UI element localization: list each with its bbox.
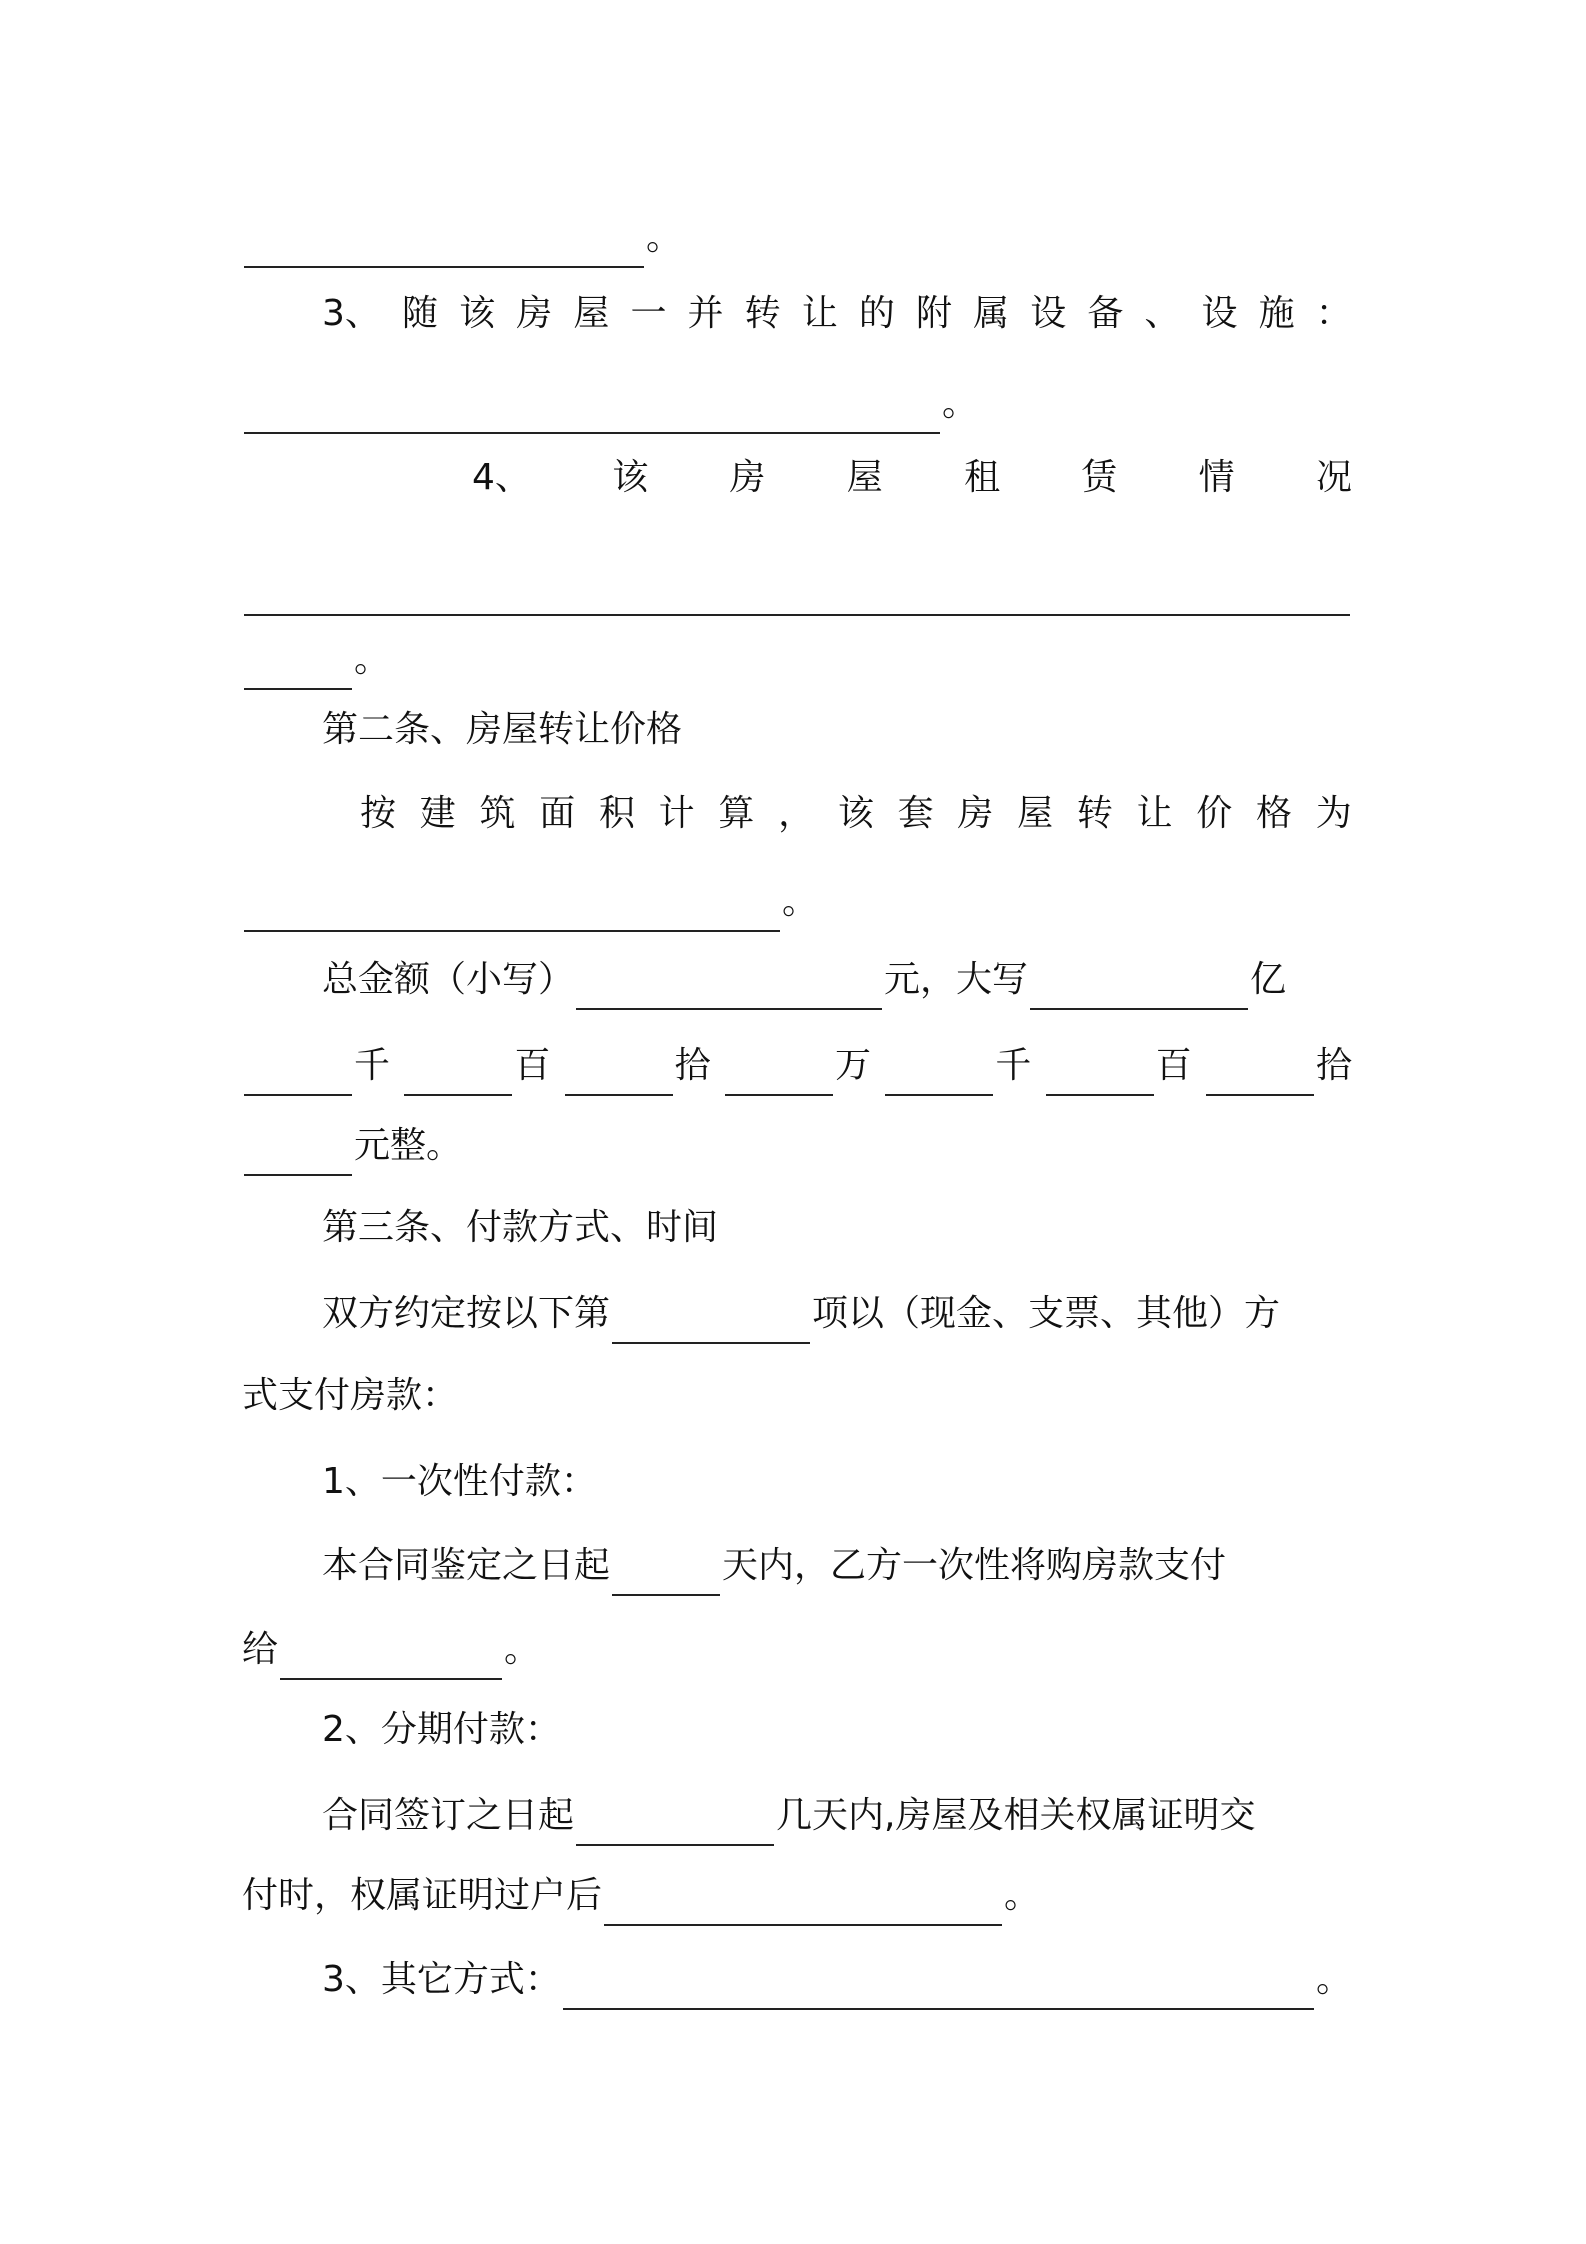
justified-char: 积 — [598, 793, 635, 834]
line-other-methods — [322, 1950, 1352, 2010]
period: 。 — [354, 639, 391, 680]
period: 。 — [646, 217, 683, 258]
other-methods-blank[interactable] — [563, 1972, 1314, 2010]
line-lease-situation — [472, 448, 1352, 508]
justified-char: 格 — [1256, 793, 1293, 834]
line-payment-method-cont: 式支付房款： — [242, 1375, 459, 1416]
line-installment-heading: 2、分期付款： — [322, 1709, 561, 1750]
amount-unit-label: 千 — [995, 1045, 1032, 1086]
justified-char: 、 — [1144, 293, 1181, 334]
line-installment-terms — [322, 1786, 1352, 1846]
amount-unit-label: 拾 — [1315, 1045, 1352, 1086]
justified-char: 按 — [360, 793, 397, 834]
installment-days-blank[interactable] — [576, 1808, 774, 1846]
amount-unit-blank[interactable] — [244, 1058, 352, 1096]
justified-char: 房 — [729, 457, 766, 498]
line-blank-lease-end — [242, 630, 1352, 690]
yuan-whole-label: 元整。 — [354, 1125, 463, 1166]
section-heading-payment: 第三条、付款方式、时间 — [322, 1207, 719, 1248]
period: 。 — [782, 881, 819, 922]
lump-sum-label: 本合同鉴定之日起 — [322, 1545, 611, 1586]
line-total-amount — [322, 950, 1352, 1010]
justified-char: 4、 — [472, 457, 531, 498]
amount-unit-group — [242, 1036, 390, 1096]
justified-char: 套 — [897, 793, 934, 834]
payment-method-label: 项以（现金、支票、其他）方 — [812, 1293, 1281, 1334]
period: 。 — [1315, 1959, 1352, 2000]
installment-label: 合同签订之日起 — [322, 1795, 575, 1836]
days-blank[interactable] — [612, 1558, 720, 1596]
justified-char: ， — [778, 793, 815, 834]
justified-char: 一 — [630, 293, 667, 334]
line-amount-end — [242, 1116, 1352, 1176]
justified-char: 算 — [718, 793, 755, 834]
amount-unit-group — [1204, 1036, 1352, 1096]
line-price-calc — [360, 784, 1352, 844]
amount-unit-blank[interactable] — [1046, 1058, 1154, 1096]
line-blank-1 — [242, 208, 1352, 268]
justified-char: 赁 — [1081, 457, 1118, 498]
justified-char: 房 — [957, 793, 994, 834]
line-blank-lease — [242, 556, 1352, 616]
period: 。 — [942, 383, 979, 424]
period: 。 — [1004, 1875, 1041, 1916]
amount-lowercase-blank[interactable] — [576, 972, 882, 1010]
justified-char: 筑 — [479, 793, 516, 834]
payee-blank[interactable] — [280, 1642, 502, 1680]
justified-char: 该 — [459, 293, 496, 334]
other-methods-label: 3、其它方式： — [322, 1959, 561, 2000]
justified-char: 3、 — [322, 293, 381, 334]
line-payment-item — [322, 1284, 1352, 1344]
line-blank-equipment — [242, 374, 1352, 434]
justified-char: 属 — [973, 293, 1010, 334]
justified-char: 情 — [1198, 457, 1235, 498]
justified-char: 屋 — [846, 457, 883, 498]
amount-unit-label: 拾 — [674, 1045, 711, 1086]
fill-blank[interactable] — [244, 396, 940, 434]
justified-char: 备 — [1087, 293, 1124, 334]
transfer-blank[interactable] — [604, 1888, 1002, 1926]
justified-char: 计 — [658, 793, 695, 834]
justified-char: 让 — [1136, 793, 1173, 834]
line-amount-units — [242, 1036, 1352, 1096]
payment-item-blank[interactable] — [612, 1306, 810, 1344]
installment-text: 几天内,房屋及相关权属证明交 — [776, 1795, 1256, 1836]
line-blank-price — [242, 872, 1352, 932]
justified-char: 设 — [1030, 293, 1067, 334]
period: 。 — [504, 1629, 541, 1670]
justified-char: 让 — [801, 293, 838, 334]
amount-unit-blank[interactable] — [1206, 1058, 1314, 1096]
line-lump-sum-heading: 1、一次性付款： — [322, 1461, 597, 1502]
amount-yi-blank[interactable] — [1030, 972, 1248, 1010]
line-transfer — [242, 1866, 1352, 1926]
amount-unit-label: 百 — [1155, 1045, 1192, 1086]
yuan-capital-label: 元，大写 — [884, 959, 1029, 1000]
justified-char: 况 — [1315, 457, 1352, 498]
lump-sum-text: 天内，乙方一次性将购房款支付 — [722, 1545, 1227, 1586]
justified-char: 面 — [539, 793, 576, 834]
unit-yi: 亿 — [1250, 959, 1287, 1000]
justified-char: 房 — [516, 293, 553, 334]
amount-unit-group — [402, 1036, 550, 1096]
justified-char: 价 — [1196, 793, 1233, 834]
justified-char: 该 — [837, 793, 874, 834]
justified-char: 租 — [964, 457, 1001, 498]
justified-char: 并 — [687, 293, 724, 334]
justified-char: 屋 — [1017, 793, 1054, 834]
amount-unit-blank[interactable] — [404, 1058, 512, 1096]
payee-label: 给 — [242, 1629, 279, 1670]
fill-blank[interactable] — [244, 578, 1350, 616]
total-amount-label: 总金额（小写） — [322, 959, 575, 1000]
justified-char: 附 — [915, 293, 952, 334]
justified-char: 建 — [419, 793, 456, 834]
fill-blank[interactable] — [244, 652, 352, 690]
line-payee — [242, 1620, 1352, 1680]
justified-char: ： — [1315, 293, 1352, 334]
amount-unit-blank[interactable] — [885, 1058, 993, 1096]
amount-unit-group — [563, 1036, 711, 1096]
justified-char: 该 — [612, 457, 649, 498]
justified-char: 为 — [1315, 793, 1352, 834]
justified-char: 设 — [1201, 293, 1238, 334]
amount-unit-label: 千 — [354, 1045, 391, 1086]
amount-unit-label: 万 — [834, 1045, 871, 1086]
amount-unit-label: 百 — [514, 1045, 551, 1086]
amount-unit-group — [883, 1036, 1031, 1096]
amount-unit-group — [723, 1036, 871, 1096]
amount-unit-group — [1044, 1036, 1192, 1096]
justified-char: 转 — [1076, 793, 1113, 834]
payment-item-label: 双方约定按以下第 — [322, 1293, 611, 1334]
line-attached-equipment — [322, 284, 1352, 344]
fill-blank[interactable] — [244, 1138, 352, 1176]
justified-char: 转 — [744, 293, 781, 334]
justified-char: 的 — [858, 293, 895, 334]
amount-unit-blank[interactable] — [565, 1058, 673, 1096]
amount-unit-blank[interactable] — [725, 1058, 833, 1096]
fill-blank[interactable] — [244, 230, 644, 268]
transfer-label: 付时，权属证明过户后 — [242, 1875, 603, 1916]
line-lump-sum-terms — [322, 1536, 1352, 1596]
fill-blank[interactable] — [244, 894, 780, 932]
justified-char: 随 — [402, 293, 439, 334]
justified-char: 屋 — [573, 293, 610, 334]
justified-char: 施 — [1258, 293, 1295, 334]
section-heading-price: 第二条、房屋转让价格 — [322, 709, 683, 750]
